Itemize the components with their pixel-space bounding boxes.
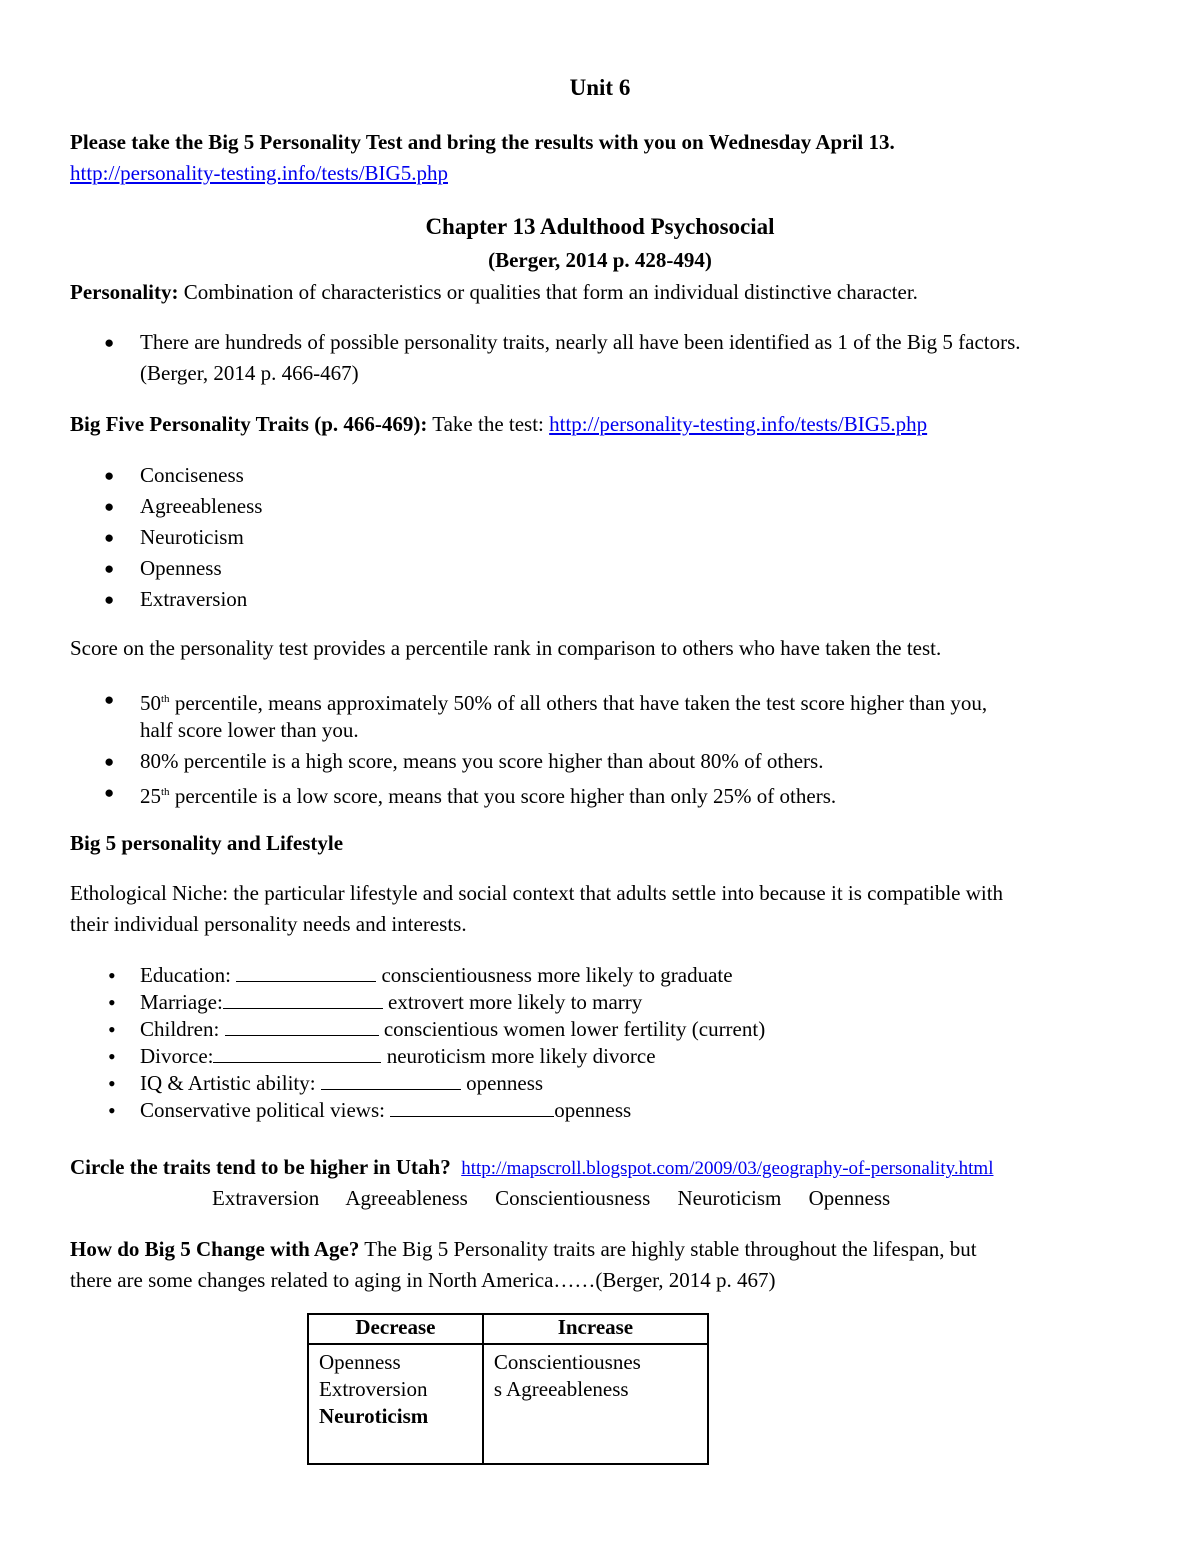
utah-trait-options bbox=[212, 1184, 912, 1212]
bullet-icon: • bbox=[108, 1098, 116, 1123]
age-text-line2: there are some changes related to aging in North America……(Berger, 2014 p. 467) bbox=[70, 1268, 776, 1292]
bullet-icon: • bbox=[108, 990, 116, 1015]
decrease-trait: Neuroticism bbox=[319, 1404, 429, 1428]
bullet-icon: • bbox=[108, 1044, 116, 1069]
big-five-heading: Big Five Personality Traits (p. 466-469): Take the test: http://personality-testing.info/tests/BIG5.php bbox=[70, 412, 928, 436]
geography-of-personality-link[interactable]: http://mapscroll.blogspot.com/2009/03/geography-of-personality.html bbox=[461, 1158, 994, 1179]
lifestyle-heading: Big 5 personality and Lifestyle bbox=[70, 831, 344, 855]
utah-trait-option[interactable]: Neuroticism bbox=[677, 1186, 782, 1210]
fill-in-blank[interactable] bbox=[390, 1098, 554, 1117]
utah-trait-option[interactable]: Extraversion bbox=[212, 1186, 320, 1210]
decrease-header: Decrease bbox=[308, 1314, 483, 1344]
fill-in-blank[interactable] bbox=[225, 1017, 379, 1036]
increase-header: Increase bbox=[483, 1314, 708, 1344]
bullet-icon: ● bbox=[104, 528, 115, 547]
bullet-icon: ● bbox=[104, 466, 115, 485]
chapter-reference: (Berger, 2014 p. 428-494) bbox=[488, 248, 712, 272]
bullet-icon: ● bbox=[104, 752, 115, 771]
increase-trait-line: s Agreeableness bbox=[493, 1377, 629, 1401]
chapter-title: Chapter 13 Adulthood Psychosocial bbox=[425, 214, 775, 239]
age-change-table bbox=[307, 1313, 709, 1465]
bullet-icon: • bbox=[108, 963, 116, 988]
utah-trait-option[interactable]: Openness bbox=[808, 1186, 891, 1210]
decrease-trait: Extroversion bbox=[319, 1377, 428, 1401]
niche-definition-line2: their individual personality needs and interests. bbox=[70, 912, 467, 936]
bullet-icon: ● bbox=[104, 783, 115, 802]
age-question: How do Big 5 Change with Age? The Big 5 Personality traits are highly stable throughout the lifespan, but bbox=[70, 1237, 977, 1261]
personality-definition: Personality: Combination of characteristics or qualities that form an individual distinctive character. bbox=[70, 280, 918, 304]
bullet-icon: • bbox=[108, 1017, 116, 1042]
utah-trait-option[interactable]: Agreeableness bbox=[345, 1186, 468, 1210]
decrease-trait: Openness bbox=[319, 1350, 401, 1374]
bullet-icon: ● bbox=[104, 559, 115, 578]
decrease-cell bbox=[308, 1344, 483, 1464]
fill-in-blank[interactable] bbox=[213, 1044, 381, 1063]
bullet-icon: ● bbox=[104, 690, 115, 709]
utah-trait-option[interactable]: Conscientiousness bbox=[495, 1186, 651, 1210]
score-intro: Score on the personality test provides a percentile rank in comparison to others who have taken the test. bbox=[70, 636, 942, 660]
instruction-text: Please take the Big 5 Personality Test and bring the results with you on Wednesday April 13. bbox=[70, 130, 895, 154]
big5-test-link-2[interactable]: http://personality-testing.info/tests/BIG5.php bbox=[549, 412, 928, 436]
unit-title: Unit 6 bbox=[569, 75, 631, 100]
increase-trait-line: Conscientiousnes bbox=[493, 1350, 641, 1374]
fill-in-blank[interactable] bbox=[223, 990, 383, 1009]
niche-definition-line1: Ethological Niche: the particular lifestyle and social context that adults settle into because it is compatible with bbox=[70, 881, 1004, 905]
bullet-icon: ● bbox=[104, 497, 115, 516]
bullet-icon: ● bbox=[104, 590, 115, 609]
fill-in-blank[interactable] bbox=[321, 1071, 461, 1090]
bullet-icon: • bbox=[108, 1071, 116, 1096]
instruction-link-line bbox=[70, 159, 448, 187]
utah-question: Circle the traits tend to be higher in Utah? http://mapscroll.blogspot.com/2009/03/geography-of-personality.html bbox=[70, 1155, 994, 1179]
bullet-icon: ● bbox=[104, 333, 115, 352]
increase-cell bbox=[483, 1344, 708, 1464]
big5-test-link[interactable]: http://personality-testing.info/tests/BIG5.php bbox=[70, 161, 448, 185]
fill-in-blank[interactable] bbox=[236, 963, 376, 982]
